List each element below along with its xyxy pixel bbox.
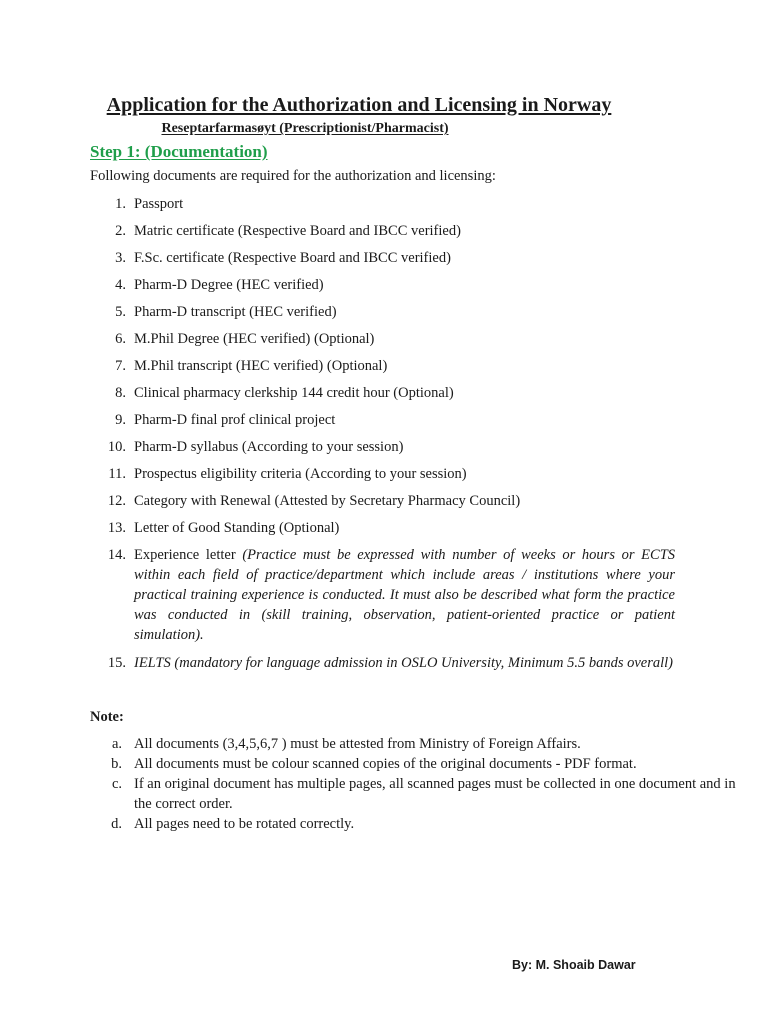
note-item xyxy=(90,734,745,754)
note-item-letter: c. xyxy=(111,776,122,792)
document-item-number: 14. xyxy=(107,547,126,563)
note-item xyxy=(90,774,745,814)
document-item-number: 3. xyxy=(115,250,126,266)
note-item xyxy=(90,814,745,834)
document-item-number: 1. xyxy=(115,196,126,212)
document-item xyxy=(90,383,675,403)
document-item xyxy=(90,545,675,645)
note-item-text: All documents must be colour scanned copies of the original documents - PDF format. xyxy=(134,756,637,772)
document-item-number: 15. xyxy=(107,655,126,671)
step-intro: Following documents are required for the authorization and licensing: xyxy=(90,168,496,184)
document-item-text: Pharm-D final prof clinical project xyxy=(134,412,336,428)
document-item-text: Passport xyxy=(134,196,184,212)
document-item-text: Pharm-D Degree (HEC verified) xyxy=(134,277,324,293)
note-item xyxy=(90,754,745,774)
note-item-letter: b. xyxy=(111,756,122,772)
document-title: Application for the Authorization and Licensing in Norway xyxy=(106,94,612,116)
document-item-text: Prospectus eligibility criteria (According to your session) xyxy=(134,466,467,482)
document-item xyxy=(90,194,675,214)
document-item-text: Category with Renewal (Attested by Secretary Pharmacy Council) xyxy=(134,493,521,509)
document-item-text: Pharm-D syllabus (According to your session) xyxy=(134,439,404,455)
note-item-letter: a. xyxy=(111,736,122,752)
notes-list xyxy=(90,734,745,834)
document-item-number: 10. xyxy=(107,439,126,455)
document-item-number: 2. xyxy=(115,223,126,239)
document-item-text: M.Phil Degree (HEC verified) (Optional) xyxy=(134,331,375,347)
document-item xyxy=(90,248,675,268)
document-item xyxy=(90,302,675,322)
note-heading: Note: xyxy=(90,709,124,725)
document-item xyxy=(90,221,675,241)
document-item xyxy=(90,329,675,349)
document-item xyxy=(90,410,675,430)
document-item-text: Clinical pharmacy clerkship 144 credit hour (Optional) xyxy=(134,385,454,401)
note-item-text: All documents (3,4,5,6,7 ) must be attested from Ministry of Foreign Affairs. xyxy=(134,736,581,752)
document-item-number: 8. xyxy=(115,385,126,401)
documents-list xyxy=(90,194,675,673)
document-item xyxy=(90,491,675,511)
document-item-note: (Practice must be expressed with number of weeks or hours or ECTS within each field of practice/department which include areas / institutions where your practical training experience is conducted. It must also be described what form the practice was conducted in (skill training, observation, patient-oriented practice or patient simulation). xyxy=(134,547,676,643)
note-item-letter: d. xyxy=(111,816,122,832)
document-item xyxy=(90,653,675,673)
document-item-number: 12. xyxy=(107,493,126,509)
document-item-text: F.Sc. certificate (Respective Board and IBCC verified) xyxy=(134,250,451,266)
document-item-number: 6. xyxy=(115,331,126,347)
document-item-number: 4. xyxy=(115,277,126,293)
step-heading: Step 1: (Documentation) xyxy=(90,142,268,161)
document-item-note: IELTS (mandatory for language admission in OSLO University, Minimum 5.5 bands overall) xyxy=(134,655,674,671)
document-item xyxy=(90,356,675,376)
document-item xyxy=(90,518,675,538)
note-item-text: All pages need to be rotated correctly. xyxy=(134,816,355,832)
document-item xyxy=(90,464,675,484)
document-item xyxy=(90,437,675,457)
document-item-text: M.Phil transcript (HEC verified) (Optional) xyxy=(134,358,388,374)
document-item-number: 9. xyxy=(115,412,126,428)
document-item-text: Experience letter xyxy=(134,547,243,563)
document-item-number: 7. xyxy=(115,358,126,374)
author-signature: By: M. Shoaib Dawar xyxy=(512,958,636,972)
document-item xyxy=(90,275,675,295)
document-item-number: 13. xyxy=(107,520,126,536)
document-item-text: Matric certificate (Respective Board and IBCC verified) xyxy=(134,223,461,239)
document-item-number: 5. xyxy=(115,304,126,320)
document-item-number: 11. xyxy=(108,466,126,482)
note-item-text: If an original document has multiple pages, all scanned pages must be collected in one document and in the correct order. xyxy=(134,776,736,812)
document-subtitle: Reseptarfarmasøyt (Prescriptionist/Pharmacist) xyxy=(161,121,449,136)
document-item-text: Pharm-D transcript (HEC verified) xyxy=(134,304,337,320)
document-item-text: Letter of Good Standing (Optional) xyxy=(134,520,340,536)
